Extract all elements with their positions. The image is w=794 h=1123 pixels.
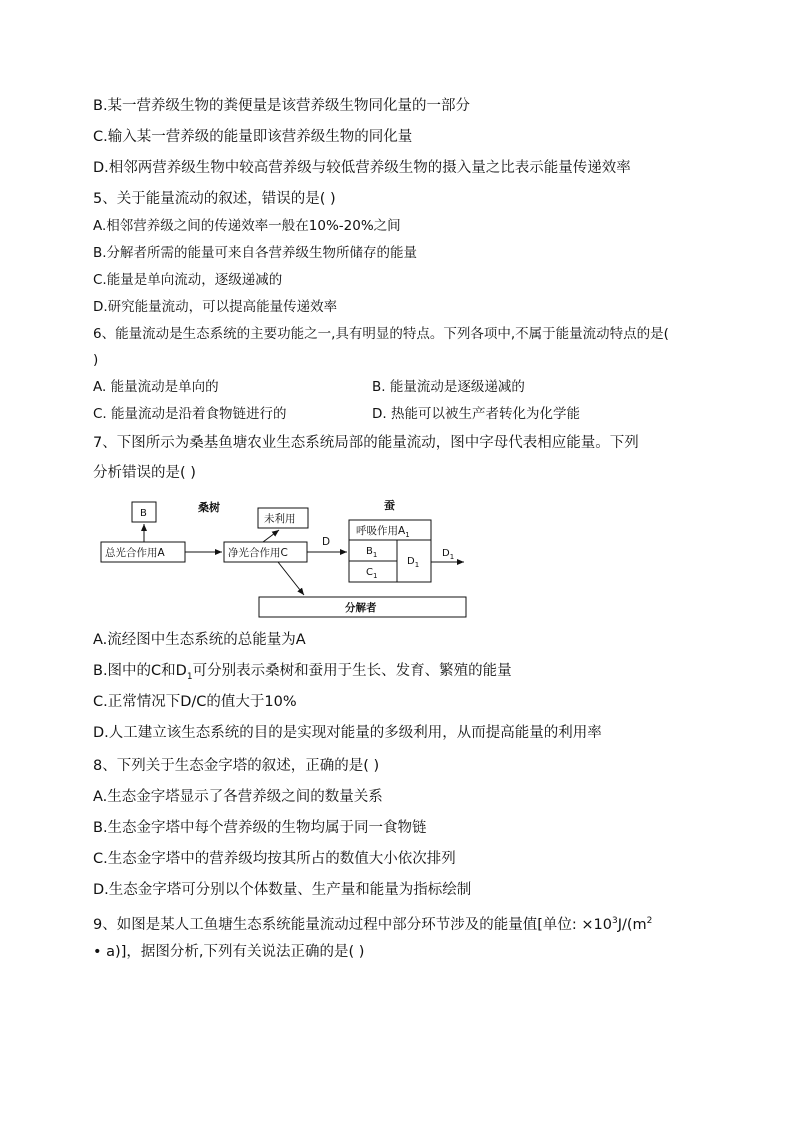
q8-option-d: D.生态金字塔可分别以个体数量、生产量和能量为指标绘制 [93, 882, 472, 898]
q6-option-c: C. 能量流动是沿着食物链进行的 [93, 406, 287, 422]
q6-option-a: A. 能量流动是单向的 [93, 379, 219, 395]
q8-option-b: B.生态金字塔中每个营养级的生物均属于同一食物链 [93, 820, 427, 836]
q4-option-b: B.某一营养级生物的粪便量是该营养级生物同化量的一部分 [93, 98, 471, 114]
label-d: D [322, 536, 331, 548]
energy-flow-diagram [98, 494, 470, 622]
q7-option-b: B.图中的C和$D_1$可分别表示桑树和蚕用于生长、发育、繁殖的能量 [93, 663, 512, 682]
label-silkworm: 蚕 [384, 499, 395, 512]
label-d1: $D_1$ [407, 556, 420, 569]
q9-stem-line2: • a)]，据图分析,下列有关说法正确的是( ) [93, 944, 365, 960]
arrow-to-decomposer [278, 562, 304, 595]
q5-option-c: C.能量是单向流动，逐级递减的 [93, 272, 283, 288]
label-b1: $B_1$ [366, 546, 378, 559]
q5-stem: 5、关于能量流动的叙述，错误的是( ) [93, 191, 336, 207]
label-decomposer: 分解者 [345, 602, 377, 614]
q6-stem-line1: 6、能量流动是生态系统的主要功能之一,具有明显的特点。下列各项中,不属于能量流动特点的是( [93, 326, 669, 342]
label-d1-out: $D_1$ [442, 548, 455, 561]
label-gross-photosynthesis: 总光合作用A [105, 547, 165, 559]
q4-option-c: C.输入某一营养级的能量即该营养级生物的同化量 [93, 129, 413, 145]
q8-option-c: C.生态金字塔中的营养级均按其所占的数值大小依次排列 [93, 851, 456, 867]
q5-option-d: D.研究能量流动，可以提高能量传递效率 [93, 299, 338, 315]
q5-option-a: A.相邻营养级之间的传递效率一般在10%-20%之间 [93, 218, 401, 234]
q9-stem-line1: 9、如图是某人工鱼塘生态系统能量流动过程中部分环节涉及的能量值[单位: $\times 10^3J/(m^2$ [93, 916, 653, 933]
label-net-photosynthesis: 净光合作用C [228, 547, 288, 559]
q4-option-d: D.相邻两营养级生物中较高营养级与较低营养级生物的摄入量之比表示能量传递效率 [93, 160, 631, 176]
q7-stem-line1: 7、下图所示为桑基鱼塘农业生态系统局部的能量流动，图中字母代表相应能量。下列 [93, 435, 639, 451]
arrow-to-unused [263, 530, 279, 542]
label-unused: 未利用 [264, 513, 296, 525]
q7-stem-line2: 分析错误的是( ) [93, 465, 196, 481]
label-b: B [140, 508, 147, 519]
q6-stem-line2: ) [93, 352, 99, 368]
label-mulberry: 桑树 [198, 501, 220, 514]
q7-option-c: C.正常情况下D/C的值大于10% [93, 694, 297, 710]
q8-option-a: A.生态金字塔显示了各营养级之间的数量关系 [93, 789, 383, 805]
label-c1: $C_1$ [366, 567, 378, 580]
q7-option-d: D.人工建立该生态系统的目的是实现对能量的多级利用，从而提高能量的利用率 [93, 725, 602, 741]
q7-option-a: A.流经图中生态系统的总能量为A [93, 632, 306, 648]
q6-option-d: D. 热能可以被生产者转化为化学能 [372, 406, 580, 422]
q8-stem: 8、下列关于生态金字塔的叙述，正确的是( ) [93, 758, 380, 774]
q5-option-b: B.分解者所需的能量可来自各营养级生物所储存的能量 [93, 245, 418, 261]
label-respiration: 呼吸作用$A_1$ [356, 525, 410, 539]
q6-option-b: B. 能量流动是逐级递减的 [372, 379, 525, 395]
